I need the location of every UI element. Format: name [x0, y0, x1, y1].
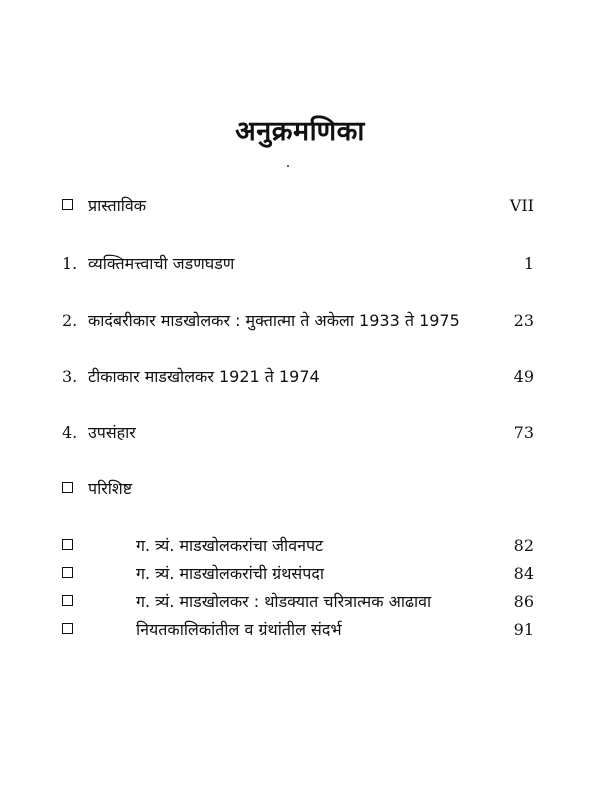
toc-entry-label: ग. त्र्यं. माडखोलकर : थोडक्यात चरित्रात्मक आढावा: [136, 592, 432, 611]
checkbox-icon: [62, 482, 73, 493]
toc-entry-appendix[interactable]: [62, 476, 534, 502]
toc-page-number: 82: [513, 536, 534, 555]
toc-page-number: 49: [513, 367, 534, 386]
toc-page-number: 73: [513, 423, 534, 442]
toc-entry-label: उपसंहार: [88, 423, 136, 442]
toc-entry-appendix-2[interactable]: [62, 561, 534, 587]
toc-entry-label: नियतकालिकांतील व ग्रंथांतील संदर्भ: [136, 620, 342, 639]
page-title: अनुक्रमणिका: [235, 116, 365, 147]
chapter-number: 3.: [62, 367, 78, 386]
toc-entry-label: ग. त्र्यं. माडखोलकरांची ग्रंथसंपदा: [136, 564, 324, 583]
checkbox-icon: [62, 595, 73, 606]
toc-entry-label: प्रास्ताविक: [88, 196, 147, 215]
toc-entry-appendix-4[interactable]: [62, 617, 534, 643]
toc-entry-appendix-3[interactable]: [62, 589, 534, 615]
toc-entry-label: परिशिष्ट: [88, 479, 133, 498]
toc-page-number: 23: [513, 311, 534, 330]
toc-page-number: 86: [513, 592, 534, 611]
toc-entry-prastavik[interactable]: [62, 193, 534, 219]
chapter-number: 4.: [62, 423, 78, 442]
toc-entry-chapter-1[interactable]: [62, 251, 534, 277]
checkbox-icon: [62, 623, 73, 634]
toc-entry-chapter-3[interactable]: [62, 364, 534, 390]
toc-entry-label: ग. त्र्यं. माडखोलकरांचा जीवनपट: [136, 536, 324, 555]
toc-page-number: 91: [513, 620, 534, 639]
toc-entry-chapter-4[interactable]: [62, 420, 534, 446]
checkbox-icon: [62, 199, 73, 210]
toc-entry-label: कादंबरीकार माडखोलकर : मुक्तात्मा ते अकेला 1933 ते 1975: [88, 311, 460, 330]
toc-entry-appendix-1[interactable]: [62, 533, 534, 559]
toc-entry-label: व्यक्तिमत्त्वाची जडणघडण: [88, 254, 235, 273]
checkbox-icon: [62, 567, 73, 578]
toc-entry-label: टीकाकार माडखोलकर 1921 ते 1974: [88, 367, 320, 386]
checkbox-icon: [62, 539, 73, 550]
toc-page-number: 84: [513, 564, 534, 583]
toc-entry-chapter-2[interactable]: [62, 308, 534, 334]
speck: [287, 165, 289, 167]
chapter-number: 1.: [62, 254, 78, 273]
chapter-number: 2.: [62, 311, 78, 330]
toc-page-number: 1: [523, 254, 534, 273]
toc-page-number: VII: [509, 196, 534, 215]
